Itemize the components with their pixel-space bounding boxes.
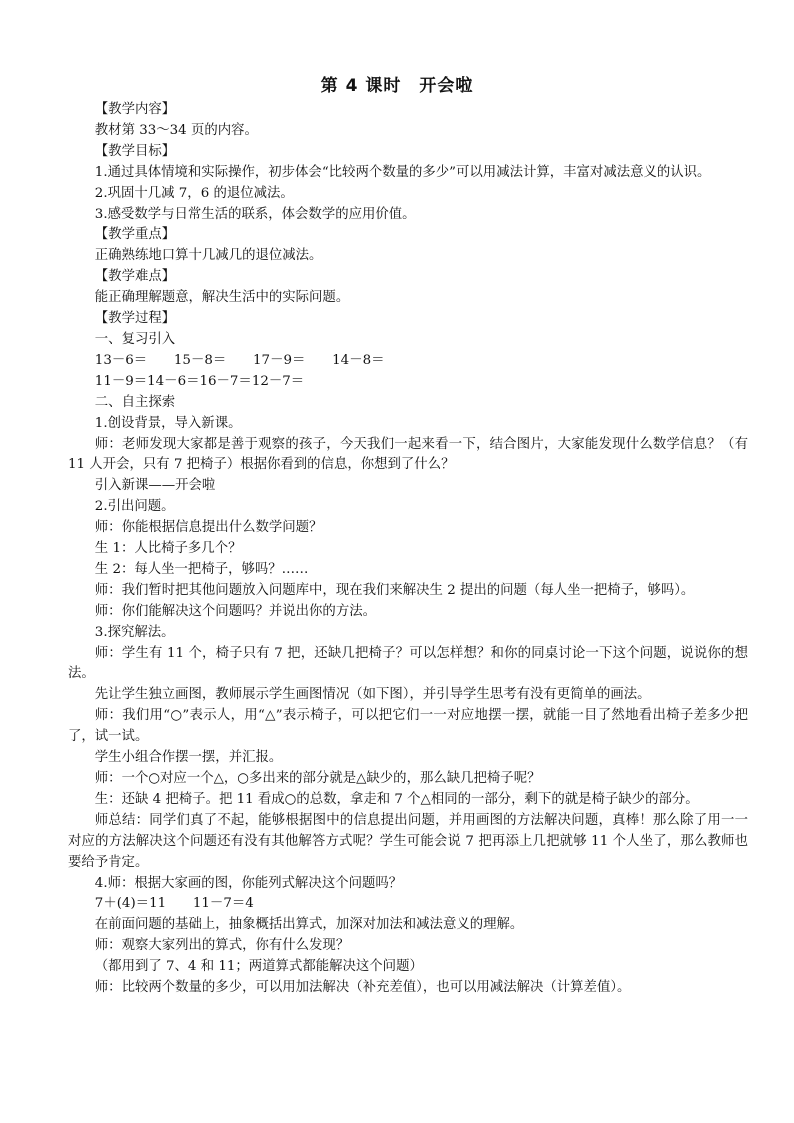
key-points-text: 正确熟练地口算十几减几的退位减法。 <box>94 248 323 264</box>
paragraph: 师：比较两个数量的多少，可以用加法解决（补充差值），也可以用减法解决（计算差值）。 <box>94 980 631 996</box>
difficulties-text: 能正确理解题意，解决生活中的实际问题。 <box>94 290 350 306</box>
paragraph: 师：一个○对应一个△，○多出来的部分就是△缺少的，那么缺几把椅子呢？ <box>94 771 541 786</box>
solution-equations: 7＋(4)＝11 11－7＝4 <box>94 896 254 912</box>
section-heading-difficulties: 【教学难点】 <box>94 269 176 285</box>
paragraph: 师：老师发现大家都是善于观察的孩子，今天我们一起来看一下，结合图片，大家能发现什么数学信息？（有 11 人开会，只有 7 把椅子）根据你看到的信息，你想到了什么？ <box>68 436 748 473</box>
objective-2: 2.巩固十几减 7，6 的退位减法。 <box>94 185 294 201</box>
paragraph: 师总结：同学们真了不起，能够根据图中的信息提出问题，并用画图的方法解决问题，真棒！那么除了用一一对应的方法解决这个问题还有没有其他解答方式呢？学生可能会说 7 把再添上几把就够 11 个人坐了，那么教师也要给予肯定。 <box>68 812 748 870</box>
section-heading-content: 【教学内容】 <box>94 102 176 117</box>
section-heading-objectives: 【教学目标】 <box>94 143 176 159</box>
review-equations-row-2: 11－9＝14－6＝16－7＝12－7＝ <box>94 373 305 389</box>
step-1-heading: 1.创设背景，导入新课。 <box>94 415 242 431</box>
paragraph: 师：观察大家列出的算式，你有什么发现？ <box>94 938 350 954</box>
paragraph: （都用到了 7、4 和 11；两道算式都能解决这个问题） <box>94 959 423 975</box>
paragraph: 生 2：每人坐一把椅子，够吗？…… <box>94 561 309 577</box>
lesson-title: 第 4 课时 开会啦 <box>320 76 474 96</box>
section-heading-process: 【教学过程】 <box>94 311 176 327</box>
paragraph: 学生小组合作摆一摆，并汇报。 <box>94 750 283 766</box>
paragraph: 师：学生有 11 个，椅子只有 7 把，还缺几把椅子？可以怎样想？和你的同桌讨论一下这个问题，说说你的想法。 <box>68 645 748 682</box>
review-equations-row-1: 13－6＝ 15－8＝ 17－9＝ 14－8＝ <box>94 352 385 368</box>
paragraph: 师：你能根据信息提出什么数学问题？ <box>94 520 323 536</box>
step-2-heading: 2.引出问题。 <box>94 499 175 515</box>
objective-3: 3.感受数学与日常生活的联系，体会数学的应用价值。 <box>94 206 416 222</box>
paragraph: 生：还缺 4 把椅子。把 11 看成○的总数，拿走和 7 个△相同的一部分，剩下的就是椅子缺少的部分。 <box>94 791 699 807</box>
paragraph: 师：我们用“○”表示人，用“△”表示椅子，可以把它们一一对应地摆一摆，就能一目了然地看出椅子差多少把了，试一试。 <box>68 708 748 745</box>
paragraph: 师：我们暂时把其他问题放入问题库中，现在我们来解决生 2 提出的问题（每人坐一把椅子，够吗）。 <box>94 582 695 598</box>
content-text: 教材第 33～34 页的内容。 <box>94 122 258 138</box>
paragraph: 生 1：人比椅子多几个？ <box>94 541 242 557</box>
section-heading-key-points: 【教学重点】 <box>94 227 176 243</box>
paragraph: 先让学生独立画图，教师展示学生画图情况（如下图），并引导学生思考有没有更简单的画法。 <box>94 687 651 703</box>
step-3-heading: 3.探究解法。 <box>94 624 175 640</box>
lesson-body <box>68 100 748 999</box>
step-4-heading: 4.师：根据大家画的图，你能列式解决这个问题吗？ <box>94 875 403 891</box>
objective-1: 1.通过具体情境和实际操作，初步体会“比较两个数量的多少”可以用减法计算，丰富对减法意义的认识。 <box>94 164 711 180</box>
paragraph: 师：你们能解决这个问题吗？并说出你的方法。 <box>94 603 376 619</box>
paragraph: 在前面问题的基础上，抽象概括出算式，加深对加法和减法意义的理解。 <box>94 917 524 933</box>
paragraph: 引入新课——开会啦 <box>94 478 216 494</box>
part-one-heading: 一、复习引入 <box>94 331 176 347</box>
part-two-heading: 二、自主探索 <box>94 394 176 410</box>
